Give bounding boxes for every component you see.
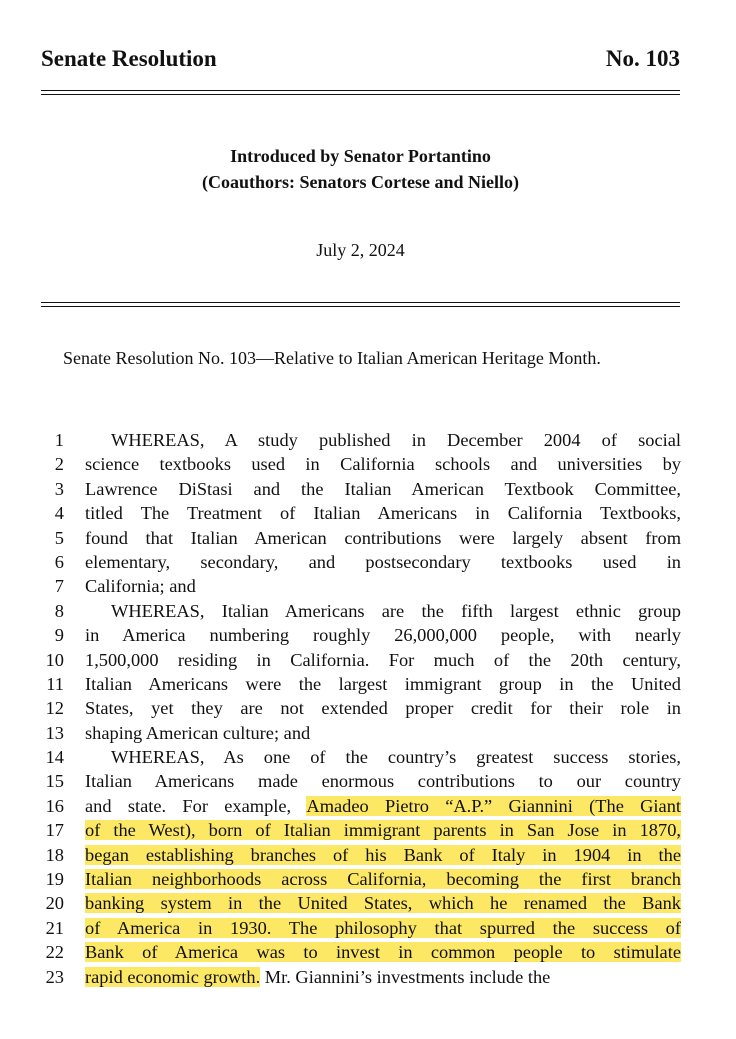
highlighted-text: rapid economic growth. — [85, 966, 261, 987]
resolution-date: July 2, 2024 — [316, 240, 405, 260]
line-3 — [0, 477, 736, 501]
line-5 — [0, 526, 736, 550]
line-plain-text: in America numbering roughly 26,000,000 people, with nearly — [85, 625, 681, 646]
introduced-by: Introduced by Senator Portantino — [230, 146, 491, 166]
coauthors: (Coauthors: Senators Cortese and Niello) — [202, 172, 519, 192]
line-22 — [0, 940, 736, 964]
line-plain-text: Italian Americans were the largest immigrant group in the United — [85, 673, 681, 694]
line-text — [85, 940, 681, 964]
line-text — [85, 599, 681, 623]
line-text — [85, 721, 681, 745]
date-rule-double — [41, 306, 680, 307]
line-15 — [0, 769, 736, 793]
line-number: 23 — [45, 966, 64, 987]
line-text — [85, 769, 681, 793]
highlighted-text: Bank of America was to invest in common people to stimulate — [85, 942, 681, 963]
line-number: 17 — [45, 820, 64, 841]
header-rule-double — [41, 94, 680, 95]
line-12 — [0, 696, 736, 720]
line-number: 18 — [45, 844, 64, 865]
line-plain-text: found that Italian American contributions were largely absent from — [85, 527, 681, 548]
line-text — [85, 745, 681, 769]
line-1 — [0, 428, 736, 452]
resolution-description: Senate Resolution No. 103—Relative to Italian American Heritage Month. — [63, 348, 601, 368]
line-plain-text-after: Mr. Giannini’s investments include the — [260, 966, 551, 987]
date-rule — [41, 302, 680, 303]
resolution-number: No. 103 — [605, 46, 680, 71]
highlighted-text: of the West), born of Italian immigrant parents in San Jose in 1870, — [85, 820, 681, 841]
line-text — [85, 623, 681, 647]
line-plain-text: science textbooks used in California schools and universities by — [85, 454, 681, 475]
resolution-title: Senate Resolution — [41, 46, 217, 71]
line-number: 2 — [54, 454, 64, 475]
highlighted-text: Amadeo Pietro “A.P.” Giannini (The Giant — [306, 795, 681, 816]
line-plain-text: 1,500,000 residing in California. For much of the 20th century, — [85, 649, 681, 670]
line-text — [85, 574, 681, 598]
line-number: 8 — [54, 600, 64, 621]
line-number: 4 — [54, 503, 64, 524]
highlighted-text: Italian neighborhoods across California, becoming the first branch — [85, 869, 681, 890]
line-9 — [0, 623, 736, 647]
line-text — [85, 672, 681, 696]
line-19 — [0, 867, 736, 891]
line-plain-text: elementary, secondary, and postsecondary textbooks used in — [85, 551, 681, 572]
line-number: 3 — [54, 478, 64, 499]
line-number: 13 — [45, 722, 64, 743]
line-text — [85, 477, 681, 501]
line-text — [85, 794, 681, 818]
line-text — [85, 696, 681, 720]
line-plain-text: WHEREAS, Italian Americans are the fifth largest ethnic group — [111, 600, 681, 621]
line-20 — [0, 891, 736, 915]
line-plain-text: titled The Treatment of Italian Americans in California Textbooks, — [85, 503, 681, 524]
line-number: 6 — [54, 551, 64, 572]
line-plain-text: Lawrence DiStasi and the Italian American Textbook Committee, — [85, 478, 681, 499]
line-number: 15 — [45, 771, 64, 792]
line-7 — [0, 574, 736, 598]
line-13 — [0, 721, 736, 745]
line-number: 1 — [54, 430, 64, 450]
line-6 — [0, 550, 736, 574]
resolution-body — [0, 428, 736, 989]
line-16 — [0, 794, 736, 818]
line-17 — [0, 818, 736, 842]
line-number: 7 — [54, 576, 64, 597]
line-text — [85, 526, 681, 550]
line-21 — [0, 916, 736, 940]
line-14 — [0, 745, 736, 769]
line-8 — [0, 599, 736, 623]
line-10 — [0, 648, 736, 672]
line-number: 11 — [46, 673, 64, 694]
highlighted-text: banking system in the United States, which he renamed the Bank — [85, 893, 681, 914]
line-text — [85, 501, 681, 525]
line-plain-text: Italian Americans made enormous contributions to our country — [85, 771, 681, 792]
line-plain-text: WHEREAS, As one of the country’s greatest success stories, — [111, 747, 681, 768]
line-number: 9 — [54, 625, 64, 646]
line-number: 16 — [45, 795, 64, 816]
line-number: 20 — [45, 893, 64, 914]
line-text — [85, 867, 681, 891]
line-text — [85, 428, 681, 452]
line-text — [85, 891, 681, 915]
line-text — [85, 843, 681, 867]
line-number: 5 — [54, 527, 64, 548]
line-number: 19 — [45, 869, 64, 890]
line-plain-text: California; and — [85, 576, 196, 597]
line-11 — [0, 672, 736, 696]
line-plain-text: WHEREAS, A study published in December 2004 of social — [111, 430, 681, 450]
line-2 — [0, 452, 736, 476]
line-number: 21 — [45, 917, 64, 938]
line-plain-text: shaping American culture; and — [85, 722, 311, 743]
line-4 — [0, 501, 736, 525]
line-text — [85, 818, 681, 842]
line-text — [85, 965, 681, 989]
line-plain-text: and state. For example, — [85, 795, 307, 816]
line-number: 14 — [45, 747, 64, 768]
header-rule — [41, 90, 680, 91]
line-number: 22 — [45, 942, 64, 963]
line-text — [85, 916, 681, 940]
line-text — [85, 452, 681, 476]
line-number: 10 — [45, 649, 64, 670]
line-text — [85, 550, 681, 574]
highlighted-text: of America in 1930. The philosophy that spurred the success of — [85, 917, 681, 938]
line-plain-text: States, yet they are not extended proper credit for their role in — [85, 698, 681, 719]
line-23 — [0, 965, 736, 989]
line-18 — [0, 843, 736, 867]
highlighted-text: began establishing branches of his Bank of Italy in 1904 in the — [85, 844, 681, 865]
line-number: 12 — [45, 698, 64, 719]
line-text — [85, 648, 681, 672]
